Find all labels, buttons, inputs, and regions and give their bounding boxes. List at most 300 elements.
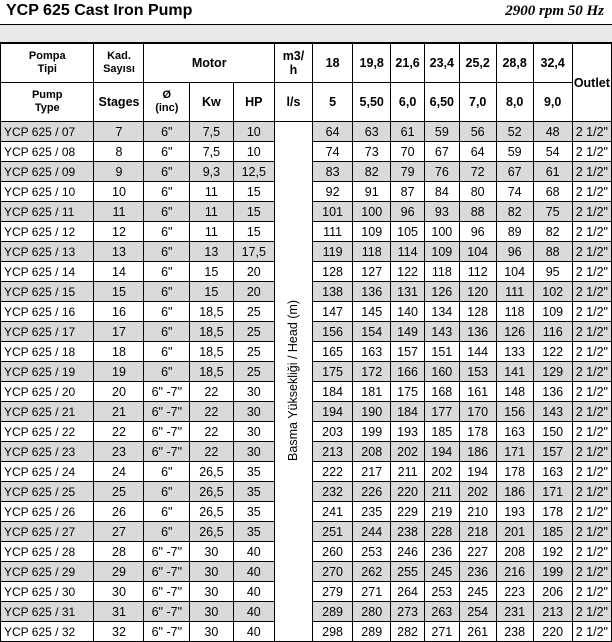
kw-cell: 30 xyxy=(190,582,233,602)
head-value-cell: 95 xyxy=(533,262,572,282)
model-cell: YCP 625 / 23 xyxy=(1,442,94,462)
head-value-cell: 271 xyxy=(353,582,391,602)
head-value-cell: 148 xyxy=(496,382,533,402)
head-value-cell: 218 xyxy=(459,522,496,542)
hp-cell: 30 xyxy=(233,402,274,422)
flow-ls-cell: 7,0 xyxy=(459,83,496,122)
head-value-cell: 93 xyxy=(424,202,459,222)
kw-cell: 22 xyxy=(190,382,233,402)
kw-cell: 22 xyxy=(190,402,233,422)
hp-cell: 35 xyxy=(233,482,274,502)
header-row-1 xyxy=(1,44,612,83)
head-value-cell: 101 xyxy=(312,202,352,222)
kw-cell: 18,5 xyxy=(190,322,233,342)
stages-cell: 32 xyxy=(94,622,144,642)
head-value-cell: 80 xyxy=(459,182,496,202)
head-value-cell: 289 xyxy=(353,622,391,642)
model-cell: YCP 625 / 12 xyxy=(1,222,94,242)
head-value-cell: 219 xyxy=(424,502,459,522)
outlet-cell: 2 1/2" xyxy=(572,342,611,362)
outlet-cell: 2 1/2" xyxy=(572,302,611,322)
kw-cell: 11 xyxy=(190,202,233,222)
hp-cell: 25 xyxy=(233,302,274,322)
head-value-cell: 206 xyxy=(533,582,572,602)
outlet-cell: 2 1/2" xyxy=(572,622,611,642)
head-value-cell: 289 xyxy=(312,602,352,622)
table-row xyxy=(1,122,612,142)
model-cell: YCP 625 / 16 xyxy=(1,302,94,322)
head-value-cell: 145 xyxy=(353,302,391,322)
head-value-cell: 118 xyxy=(496,302,533,322)
head-value-cell: 116 xyxy=(533,322,572,342)
hp-cell: 40 xyxy=(233,562,274,582)
head-value-cell: 210 xyxy=(459,502,496,522)
head-value-cell: 282 xyxy=(391,622,425,642)
diameter-cell: 6" xyxy=(144,302,190,322)
outlet-cell: 2 1/2" xyxy=(572,382,611,402)
hp-cell: 30 xyxy=(233,382,274,402)
head-value-cell: 223 xyxy=(496,582,533,602)
kw-cell: 30 xyxy=(190,622,233,642)
flow-m3h-cell: 23,4 xyxy=(424,44,459,83)
head-value-cell: 216 xyxy=(496,562,533,582)
flow-ls-cell: 8,0 xyxy=(496,83,533,122)
stages-cell: 31 xyxy=(94,602,144,622)
stages-cell: 15 xyxy=(94,282,144,302)
head-value-cell: 48 xyxy=(533,122,572,142)
outlet-cell: 2 1/2" xyxy=(572,422,611,442)
hp-cell: 20 xyxy=(233,262,274,282)
outlet-cell: 2 1/2" xyxy=(572,602,611,622)
head-value-cell: 199 xyxy=(353,422,391,442)
stages-cell: 7 xyxy=(94,122,144,142)
model-cell: YCP 625 / 32 xyxy=(1,622,94,642)
head-value-cell: 262 xyxy=(353,562,391,582)
header-spacer xyxy=(0,24,612,43)
head-value-cell: 194 xyxy=(312,402,352,422)
diameter-cell: 6" xyxy=(144,122,190,142)
pump-type-header: Pump Type xyxy=(1,83,94,122)
diameter-cell: 6" -7" xyxy=(144,622,190,642)
stages-cell: 23 xyxy=(94,442,144,462)
stages-cell: 17 xyxy=(94,322,144,342)
head-value-cell: 131 xyxy=(391,282,425,302)
flow-ls-cell: 6,50 xyxy=(424,83,459,122)
stages-cell: 19 xyxy=(94,362,144,382)
diameter-cell: 6" xyxy=(144,182,190,202)
head-value-cell: 161 xyxy=(459,382,496,402)
outlet-cell: 2 1/2" xyxy=(572,462,611,482)
flow-ls-cell: 6,0 xyxy=(391,83,425,122)
head-value-cell: 202 xyxy=(459,482,496,502)
model-cell: YCP 625 / 11 xyxy=(1,202,94,222)
head-value-cell: 255 xyxy=(391,562,425,582)
head-value-cell: 82 xyxy=(533,222,572,242)
hp-cell: 25 xyxy=(233,362,274,382)
head-value-cell: 163 xyxy=(533,462,572,482)
outlet-cell: 2 1/2" xyxy=(572,542,611,562)
head-value-cell: 89 xyxy=(496,222,533,242)
hp-cell: 40 xyxy=(233,582,274,602)
head-value-cell: 126 xyxy=(496,322,533,342)
head-value-cell: 96 xyxy=(391,202,425,222)
diameter-cell: 6" xyxy=(144,202,190,222)
head-value-cell: 185 xyxy=(533,522,572,542)
head-value-cell: 74 xyxy=(312,142,352,162)
head-value-cell: 298 xyxy=(312,622,352,642)
outlet-cell: 2 1/2" xyxy=(572,202,611,222)
head-value-cell: 264 xyxy=(391,582,425,602)
hp-cell: 15 xyxy=(233,202,274,222)
head-value-cell: 122 xyxy=(391,262,425,282)
flow-ls-cell: 9,0 xyxy=(533,83,572,122)
diameter-cell: 6" xyxy=(144,362,190,382)
head-value-cell: 193 xyxy=(391,422,425,442)
flow-ls-cell: 5,50 xyxy=(353,83,391,122)
head-value-cell: 126 xyxy=(424,282,459,302)
flow-unit-header: m3/ h xyxy=(274,44,312,83)
hp-cell: 12,5 xyxy=(233,162,274,182)
hp-cell: 25 xyxy=(233,342,274,362)
model-cell: YCP 625 / 09 xyxy=(1,162,94,182)
head-value-cell: 70 xyxy=(391,142,425,162)
stages-cell: 11 xyxy=(94,202,144,222)
outlet-cell: 2 1/2" xyxy=(572,242,611,262)
kw-cell: 15 xyxy=(190,282,233,302)
stages-cell: 14 xyxy=(94,262,144,282)
hp-cell: 40 xyxy=(233,542,274,562)
head-value-cell: 251 xyxy=(312,522,352,542)
head-value-cell: 88 xyxy=(459,202,496,222)
head-value-cell: 63 xyxy=(353,122,391,142)
head-value-cell: 245 xyxy=(424,562,459,582)
kw-header: Kw xyxy=(190,83,233,122)
head-value-cell: 61 xyxy=(391,122,425,142)
head-value-cell: 127 xyxy=(353,262,391,282)
head-value-cell: 213 xyxy=(533,602,572,622)
diameter-cell: 6" -7" xyxy=(144,422,190,442)
head-value-cell: 181 xyxy=(353,382,391,402)
head-value-cell: 220 xyxy=(391,482,425,502)
page-title: YCP 625 Cast Iron Pump xyxy=(6,2,193,19)
head-value-cell: 263 xyxy=(424,602,459,622)
head-value-cell: 91 xyxy=(353,182,391,202)
kw-cell: 30 xyxy=(190,602,233,622)
head-value-cell: 75 xyxy=(533,202,572,222)
head-value-cell: 238 xyxy=(496,622,533,642)
head-value-cell: 170 xyxy=(459,402,496,422)
head-value-cell: 260 xyxy=(312,542,352,562)
kad-sayisi-header: Kad. Sayısı xyxy=(94,44,144,83)
stages-cell: 13 xyxy=(94,242,144,262)
head-value-cell: 151 xyxy=(424,342,459,362)
outlet-cell: 2 1/2" xyxy=(572,282,611,302)
head-value-cell: 245 xyxy=(459,582,496,602)
outlet-cell: 2 1/2" xyxy=(572,162,611,182)
kw-cell: 22 xyxy=(190,422,233,442)
head-value-cell: 178 xyxy=(533,502,572,522)
outlet-header: Outlet xyxy=(572,44,611,122)
head-value-cell: 156 xyxy=(312,322,352,342)
head-value-cell: 138 xyxy=(312,282,352,302)
head-value-cell: 59 xyxy=(496,142,533,162)
head-value-cell: 280 xyxy=(353,602,391,622)
diameter-cell: 6" xyxy=(144,502,190,522)
stages-cell: 24 xyxy=(94,462,144,482)
head-value-cell: 236 xyxy=(424,542,459,562)
flow-m3h-cell: 18 xyxy=(312,44,352,83)
head-value-cell: 83 xyxy=(312,162,352,182)
hp-cell: 35 xyxy=(233,502,274,522)
title-bar xyxy=(0,0,612,24)
stages-cell: 26 xyxy=(94,502,144,522)
head-value-cell: 273 xyxy=(391,602,425,622)
head-value-cell: 54 xyxy=(533,142,572,162)
head-value-cell: 102 xyxy=(533,282,572,302)
outlet-cell: 2 1/2" xyxy=(572,142,611,162)
head-axis-label xyxy=(274,122,312,642)
model-cell: YCP 625 / 27 xyxy=(1,522,94,542)
head-value-cell: 104 xyxy=(496,262,533,282)
hp-cell: 30 xyxy=(233,442,274,462)
head-value-cell: 134 xyxy=(424,302,459,322)
head-value-cell: 100 xyxy=(353,202,391,222)
head-value-cell: 68 xyxy=(533,182,572,202)
head-value-cell: 190 xyxy=(353,402,391,422)
outlet-cell: 2 1/2" xyxy=(572,442,611,462)
head-value-cell: 231 xyxy=(496,602,533,622)
head-value-cell: 141 xyxy=(496,362,533,382)
diameter-cell: 6" xyxy=(144,162,190,182)
head-value-cell: 147 xyxy=(312,302,352,322)
kw-cell: 26,5 xyxy=(190,462,233,482)
head-value-cell: 136 xyxy=(533,382,572,402)
model-cell: YCP 625 / 17 xyxy=(1,322,94,342)
diameter-cell: 6" -7" xyxy=(144,562,190,582)
head-value-cell: 129 xyxy=(533,362,572,382)
head-value-cell: 203 xyxy=(312,422,352,442)
head-value-cell: 59 xyxy=(424,122,459,142)
head-value-cell: 213 xyxy=(312,442,352,462)
head-value-cell: 177 xyxy=(424,402,459,422)
diameter-cell: 6" xyxy=(144,462,190,482)
diameter-cell: 6" xyxy=(144,322,190,342)
head-value-cell: 76 xyxy=(424,162,459,182)
head-value-cell: 128 xyxy=(312,262,352,282)
outlet-cell: 2 1/2" xyxy=(572,182,611,202)
diameter-cell: 6" -7" xyxy=(144,442,190,462)
head-value-cell: 160 xyxy=(424,362,459,382)
head-value-cell: 109 xyxy=(424,242,459,262)
head-value-cell: 244 xyxy=(353,522,391,542)
hp-cell: 35 xyxy=(233,522,274,542)
outlet-cell: 2 1/2" xyxy=(572,402,611,422)
head-value-cell: 235 xyxy=(353,502,391,522)
stages-cell: 25 xyxy=(94,482,144,502)
head-value-cell: 140 xyxy=(391,302,425,322)
head-value-cell: 73 xyxy=(353,142,391,162)
head-value-cell: 185 xyxy=(424,422,459,442)
model-cell: YCP 625 / 21 xyxy=(1,402,94,422)
head-value-cell: 109 xyxy=(353,222,391,242)
model-cell: YCP 625 / 13 xyxy=(1,242,94,262)
head-value-cell: 109 xyxy=(533,302,572,322)
head-value-cell: 120 xyxy=(459,282,496,302)
head-value-cell: 118 xyxy=(353,242,391,262)
model-cell: YCP 625 / 25 xyxy=(1,482,94,502)
head-value-cell: 143 xyxy=(533,402,572,422)
pompa-tipi-header: Pompa Tipi xyxy=(1,44,94,83)
head-value-cell: 241 xyxy=(312,502,352,522)
head-value-cell: 186 xyxy=(459,442,496,462)
model-cell: YCP 625 / 31 xyxy=(1,602,94,622)
model-cell: YCP 625 / 08 xyxy=(1,142,94,162)
head-value-cell: 222 xyxy=(312,462,352,482)
model-cell: YCP 625 / 19 xyxy=(1,362,94,382)
outlet-cell: 2 1/2" xyxy=(572,502,611,522)
diameter-cell: 6" xyxy=(144,262,190,282)
outlet-cell: 2 1/2" xyxy=(572,562,611,582)
head-value-cell: 88 xyxy=(533,242,572,262)
head-value-cell: 192 xyxy=(533,542,572,562)
head-value-cell: 199 xyxy=(533,562,572,582)
head-value-cell: 74 xyxy=(496,182,533,202)
head-value-cell: 202 xyxy=(424,462,459,482)
head-value-cell: 217 xyxy=(353,462,391,482)
stages-cell: 21 xyxy=(94,402,144,422)
flow-m3h-cell: 25,2 xyxy=(459,44,496,83)
stages-cell: 20 xyxy=(94,382,144,402)
head-value-cell: 87 xyxy=(391,182,425,202)
kw-cell: 22 xyxy=(190,442,233,462)
head-value-cell: 143 xyxy=(424,322,459,342)
head-value-cell: 253 xyxy=(353,542,391,562)
kw-cell: 11 xyxy=(190,182,233,202)
speed-label: 2900 rpm 50 Hz xyxy=(505,3,604,19)
head-value-cell: 136 xyxy=(353,282,391,302)
diameter-cell: 6" -7" xyxy=(144,602,190,622)
head-value-cell: 186 xyxy=(496,482,533,502)
head-value-cell: 119 xyxy=(312,242,352,262)
head-value-cell: 193 xyxy=(496,502,533,522)
outlet-cell: 2 1/2" xyxy=(572,322,611,342)
head-value-cell: 226 xyxy=(353,482,391,502)
head-value-cell: 208 xyxy=(353,442,391,462)
head-value-cell: 194 xyxy=(459,462,496,482)
stages-cell: 30 xyxy=(94,582,144,602)
hp-header: HP xyxy=(233,83,274,122)
kw-cell: 7,5 xyxy=(190,122,233,142)
head-value-cell: 220 xyxy=(533,622,572,642)
kw-cell: 11 xyxy=(190,222,233,242)
head-value-cell: 84 xyxy=(424,182,459,202)
head-value-cell: 227 xyxy=(459,542,496,562)
head-value-cell: 128 xyxy=(459,302,496,322)
hp-cell: 15 xyxy=(233,182,274,202)
kw-cell: 7,5 xyxy=(190,142,233,162)
diameter-cell: 6" xyxy=(144,342,190,362)
stages-cell: 8 xyxy=(94,142,144,162)
flow-m3h-cell: 32,4 xyxy=(533,44,572,83)
outlet-cell: 2 1/2" xyxy=(572,582,611,602)
hp-cell: 40 xyxy=(233,602,274,622)
kw-cell: 26,5 xyxy=(190,522,233,542)
stages-cell: 28 xyxy=(94,542,144,562)
head-value-cell: 165 xyxy=(312,342,352,362)
head-value-cell: 171 xyxy=(496,442,533,462)
head-value-cell: 228 xyxy=(424,522,459,542)
head-value-cell: 112 xyxy=(459,262,496,282)
stages-cell: 29 xyxy=(94,562,144,582)
head-value-cell: 246 xyxy=(391,542,425,562)
head-value-cell: 271 xyxy=(424,622,459,642)
kw-cell: 26,5 xyxy=(190,502,233,522)
head-value-cell: 149 xyxy=(391,322,425,342)
head-value-cell: 157 xyxy=(533,442,572,462)
flow-m3h-cell: 19,8 xyxy=(353,44,391,83)
head-value-cell: 261 xyxy=(459,622,496,642)
diameter-cell: 6" xyxy=(144,142,190,162)
head-value-cell: 61 xyxy=(533,162,572,182)
head-value-cell: 254 xyxy=(459,602,496,622)
head-value-cell: 211 xyxy=(424,482,459,502)
kw-cell: 18,5 xyxy=(190,362,233,382)
kw-cell: 30 xyxy=(190,542,233,562)
head-value-cell: 104 xyxy=(459,242,496,262)
model-cell: YCP 625 / 18 xyxy=(1,342,94,362)
head-value-cell: 111 xyxy=(496,282,533,302)
head-value-cell: 154 xyxy=(353,322,391,342)
head-value-cell: 67 xyxy=(424,142,459,162)
head-value-cell: 100 xyxy=(424,222,459,242)
head-value-cell: 96 xyxy=(496,242,533,262)
head-value-cell: 232 xyxy=(312,482,352,502)
pump-table xyxy=(0,43,612,642)
diameter-cell: 6" -7" xyxy=(144,402,190,422)
head-value-cell: 175 xyxy=(312,362,352,382)
hp-cell: 40 xyxy=(233,622,274,642)
head-value-cell: 172 xyxy=(353,362,391,382)
head-value-cell: 82 xyxy=(496,202,533,222)
outlet-cell: 2 1/2" xyxy=(572,122,611,142)
diameter-header: Ø (inc) xyxy=(144,83,190,122)
head-value-cell: 56 xyxy=(459,122,496,142)
stages-cell: 27 xyxy=(94,522,144,542)
head-value-cell: 166 xyxy=(391,362,425,382)
head-value-cell: 229 xyxy=(391,502,425,522)
kw-cell: 15 xyxy=(190,262,233,282)
outlet-cell: 2 1/2" xyxy=(572,522,611,542)
head-value-cell: 184 xyxy=(391,402,425,422)
head-value-cell: 184 xyxy=(312,382,352,402)
header-row-2 xyxy=(1,83,612,122)
kw-cell: 18,5 xyxy=(190,342,233,362)
stages-cell: 10 xyxy=(94,182,144,202)
model-cell: YCP 625 / 15 xyxy=(1,282,94,302)
head-label-text: Basma Yüksekliği / Head (m) xyxy=(286,299,301,461)
model-cell: YCP 625 / 07 xyxy=(1,122,94,142)
hp-cell: 10 xyxy=(233,142,274,162)
head-value-cell: 150 xyxy=(533,422,572,442)
head-value-cell: 118 xyxy=(424,262,459,282)
head-value-cell: 157 xyxy=(391,342,425,362)
table-body xyxy=(1,122,612,642)
head-value-cell: 202 xyxy=(391,442,425,462)
head-value-cell: 64 xyxy=(312,122,352,142)
stages-cell: 18 xyxy=(94,342,144,362)
head-value-cell: 144 xyxy=(459,342,496,362)
head-value-cell: 279 xyxy=(312,582,352,602)
